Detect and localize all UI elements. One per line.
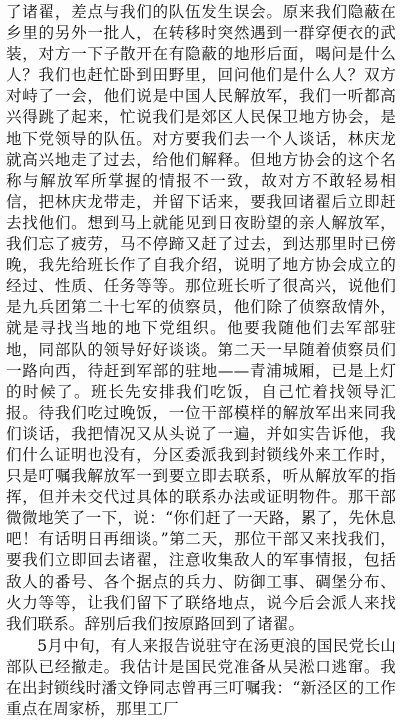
paragraph-2: 5月中旬，有人来报告说驻守在汤更浪的国民党长山部队已经撤走。我估计是国民党准备从吴淞口逃窜。我在出封锁线时潘文铮同志曾再三叮嘱我：“新泾区的工作重点在周家桥，那里工厂 [6, 636, 396, 719]
paragraph-1: 了诸翟，差点与我们的队伍发生误会。原来我们隐蔽在乡里的另外一批人，在转移时突然遇到一群穿便衣的武装，对方一下子散开在有隐蔽的地形后面，喝问是什么人？我们也赶忙卧到田野里，回问他们是什么人？双方对峙了一会，他们说是中国人民解放军，我们一听都高兴得跳了起来，忙说我们是郊区人民保卫地方协会，是地下党领导的队伍。对方要我们去一个人谈话，林庆龙就高兴地走了过去，给他们解释。但地方协会的这个名称与解放军所掌握的情报不一致，故对方不敢轻易相信，把林庆龙带走，并留下话来，要我回诸翟后立即赶去找他们。想到马上就能见到日夜盼望的亲人解放军，我们忘了疲劳，马不停蹄又赶了过去，到达那里时已傍晚，我先给班长作了自我介绍，说明了地方协会成立的经过、性质、任务等等。那位班长听了很高兴，说他们是九兵团第二十七军的侦察员，他们除了侦察敌情外，就是寻找当地的地下党组织。他要我随他们去军部驻地，同部队的领导好好谈谈。第二天一早随着侦察员们一路向西，待赶到军部的驻地——青浦城厢，已是上灯的时候了。班长先安排我们吃饭，自己忙着找领导汇报。待我们吃过晚饭，一位干部模样的解放军出来同我们谈话，我把情况又从头说了一遍，并如实告诉他，我们什么证明也没有，分区委派我到封锁线外来工作时，只是叮嘱我解放军一到要立即去联系，听从解放军的指挥，但并未交代过具体的联系办法或证明物件。那干部微微地笑了一下，说：“你们赶了一天路，累了，先休息吧！有话明日再细谈。”第二天，那位干部又来找我们，要我们立即回去诸翟，注意收集敌人的军事情报，包括敌人的番号、各个据点的兵力、防御工事、碉堡分布、火力等等，让我们留下了联络地点，说今后会派人来找我们联系。辞别后我们按原路回到了诸翟。 [6, 3, 396, 633]
